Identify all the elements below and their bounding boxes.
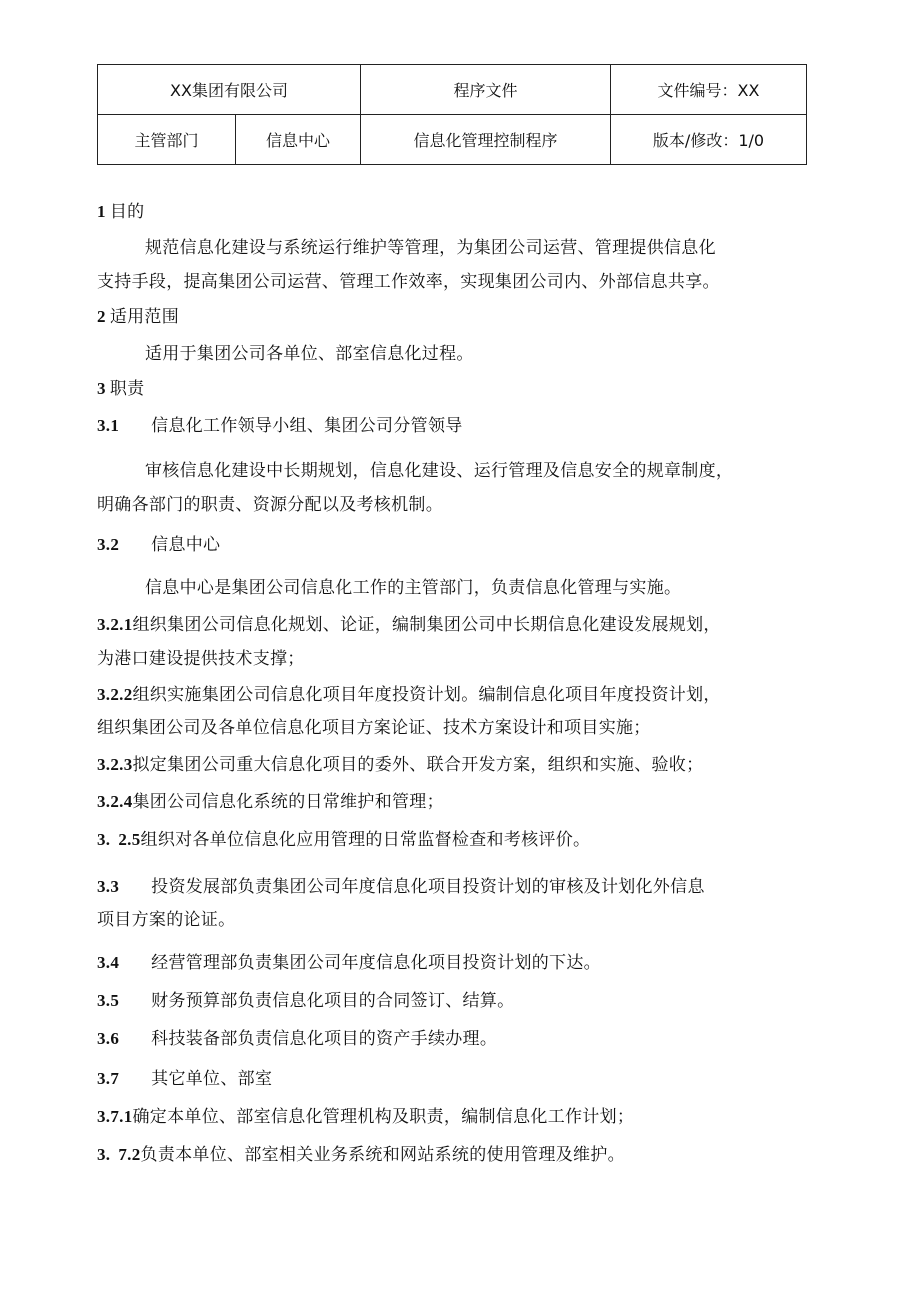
item-number: 3.7.1 [97, 1107, 133, 1126]
item-text: 拟定集团公司重大信息化项目的委外、联合开发方案，组织和实施、验收； [132, 755, 704, 775]
section-title: 信息中心 [151, 535, 221, 555]
section-2-heading [97, 305, 837, 329]
item-number: 3.2.2 [97, 685, 133, 704]
version-cell: 版本/修改：1/0 [611, 115, 807, 165]
item-text: 组织实施集团公司信息化项目年度投资计划。编制信息化项目年度投资计划， [132, 685, 721, 705]
doc-number-cell: 文件编号：XX [611, 65, 807, 115]
item-number: 7.2 [118, 1145, 141, 1164]
paragraph-line: 适用于集团公司各单位、部室信息化过程。 [145, 344, 474, 364]
paragraph-line: 为港口建设提供技术支撑； [97, 649, 305, 669]
section-number: 3.3 [97, 877, 120, 896]
paragraph-line: 支持手段，提高集团公司运营、管理工作效率，实现集团公司内、外部信息共享。 [97, 272, 720, 292]
section-3-1-heading [97, 414, 837, 438]
item-number: 3.2.1 [97, 615, 133, 634]
section-number: 1 [97, 202, 106, 221]
item-3-2-2 [97, 683, 837, 707]
paragraph-line: 审核信息化建设中长期规划，信息化建设、运行管理及信息安全的规章制度， [145, 461, 734, 481]
paragraph-line: 规范信息化建设与系统运行维护等管理，为集团公司运营、管理提供信息化 [145, 238, 716, 258]
paragraph-line: 明确各部门的职责、资源分配以及考核机制。 [97, 495, 443, 515]
header-row-1 [98, 65, 807, 115]
item-text: 投资发展部负责集团公司年度信息化项目投资计划的审核及计划化外信息 [151, 877, 705, 897]
section-number: 3 [97, 379, 106, 398]
item-3-7-2 [97, 1143, 837, 1167]
dept-label-cell: 主管部门 [98, 115, 236, 165]
item-text: 科技装备部负责信息化项目的资产手续办理。 [151, 1029, 498, 1049]
item-3-7-1 [97, 1105, 837, 1129]
section-3-3 [97, 875, 837, 899]
section-number: 3.1 [97, 416, 120, 435]
section-number: 3.6 [97, 1029, 120, 1048]
section-number: 3.7 [97, 1069, 120, 1088]
document-header-table [97, 64, 807, 165]
item-text: 组织集团公司信息化规划、论证，编制集团公司中长期信息化建设发展规划， [132, 615, 721, 635]
item-3-2-5 [97, 828, 837, 852]
section-3-6 [97, 1027, 837, 1051]
item-number: 2.5 [118, 830, 141, 849]
doc-title-cell: 信息化管理控制程序 [361, 115, 611, 165]
item-3-2-4 [97, 790, 837, 814]
section-3-heading [97, 377, 837, 401]
section-number: 3.5 [97, 991, 120, 1010]
section-number: 3.4 [97, 953, 120, 972]
section-3-2-heading [97, 533, 837, 557]
item-text: 组织对各单位信息化应用管理的日常监督检查和考核评价。 [140, 830, 591, 850]
company-name-cell: XX集团有限公司 [98, 65, 361, 115]
dept-value-cell: 信息中心 [236, 115, 361, 165]
section-3-4 [97, 951, 837, 975]
item-text: 集团公司信息化系统的日常维护和管理； [132, 792, 444, 812]
section-title: 其它单位、部室 [151, 1069, 273, 1089]
item-number: 3. [97, 1145, 111, 1164]
item-number: 3. [97, 830, 111, 849]
section-number: 3.2 [97, 535, 120, 554]
section-3-7-heading [97, 1067, 837, 1091]
paragraph-line: 信息中心是集团公司信息化工作的主管部门，负责信息化管理与实施。 [145, 578, 682, 598]
section-title: 适用范围 [109, 307, 180, 327]
item-text: 确定本单位、部室信息化管理机构及职责，编制信息化工作计划； [132, 1107, 635, 1127]
item-text: 负责本单位、部室相关业务系统和网站系统的使用管理及维护。 [140, 1145, 625, 1165]
item-number: 3.2.3 [97, 755, 133, 774]
section-1-heading [97, 200, 837, 224]
item-text: 财务预算部负责信息化项目的合同签订、结算。 [151, 991, 515, 1011]
item-3-2-3 [97, 753, 837, 777]
item-number: 3.2.4 [97, 792, 133, 811]
item-3-2-1 [97, 613, 837, 637]
paragraph-line: 项目方案的论证。 [97, 910, 236, 930]
item-text: 经营管理部负责集团公司年度信息化项目投资计划的下达。 [151, 953, 601, 973]
section-3-5 [97, 989, 837, 1013]
header-row-2 [98, 115, 807, 165]
paragraph-line: 组织集团公司及各单位信息化项目方案论证、技术方案设计和项目实施； [97, 718, 651, 738]
section-number: 2 [97, 307, 106, 326]
section-title: 目的 [109, 202, 145, 222]
section-title: 信息化工作领导小组、集团公司分管领导 [151, 416, 463, 436]
doc-type-cell: 程序文件 [361, 65, 611, 115]
section-title: 职责 [109, 379, 145, 399]
